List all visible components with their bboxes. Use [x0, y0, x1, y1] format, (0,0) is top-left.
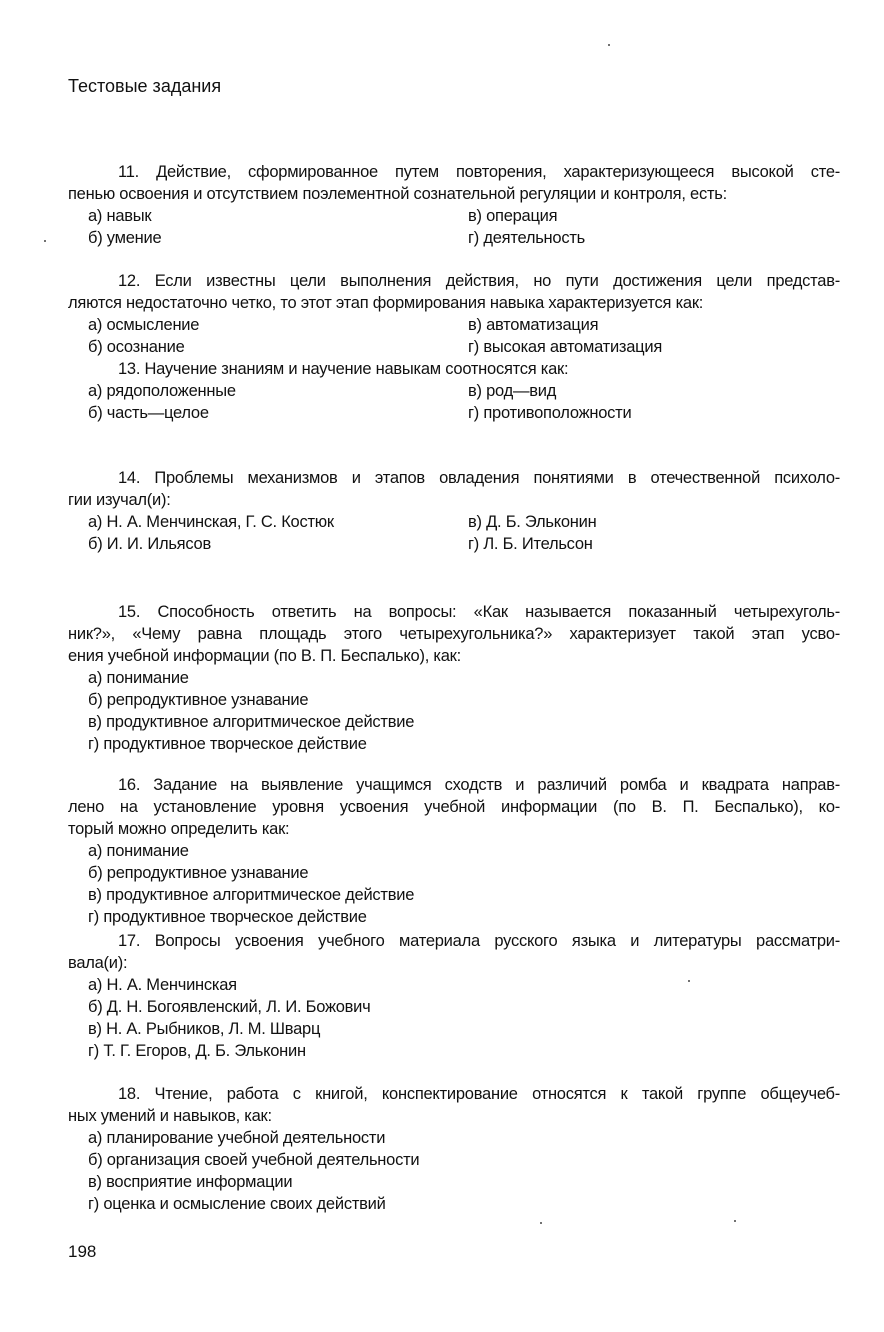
question-stem-line: торый можно определить как:	[68, 820, 290, 838]
answer-option: б) Д. Н. Богоявленский, Л. И. Божович	[88, 998, 371, 1016]
question-stem-line: 17. Вопросы усвоения учебного материала русского языка и литературы рассматри-	[118, 932, 840, 950]
answer-option: б) организация своей учебной деятельности	[88, 1151, 420, 1169]
answer-option: г) продуктивное творческое действие	[88, 908, 367, 926]
question-stem-line: 18. Чтение, работа с книгой, конспектирование относятся к такой группе общеучеб-	[118, 1085, 840, 1103]
question-stem-line: ных умений и навыков, как:	[68, 1107, 272, 1125]
answer-option: в) автоматизация	[468, 316, 599, 334]
question-stem-line: пенью освоения и отсутствием поэлементной сознательной регуляции и контроля, есть:	[68, 185, 727, 203]
answer-options	[68, 380, 840, 424]
answer-option: б) И. И. Ильясов	[88, 535, 211, 553]
question-stem-line: вала(и):	[68, 954, 128, 972]
question-stem-line: лено на установление уровня усвоения учебной информации (по В. П. Беспалько), ко-	[68, 798, 840, 816]
page-number: 198	[68, 1242, 97, 1261]
answer-option: в) продуктивное алгоритмическое действие	[88, 713, 415, 731]
question-14	[68, 467, 840, 555]
question-stem-line: 15. Способность ответить на вопросы: «Как называется показанный четырехуголь-	[118, 603, 840, 621]
answer-options	[68, 840, 840, 928]
answer-option: а) Н. А. Менчинская	[88, 976, 237, 994]
answer-option: г) Л. Б. Ительсон	[468, 535, 593, 553]
answer-option: а) планирование учебной деятельности	[88, 1129, 386, 1147]
answer-option: г) высокая автоматизация	[468, 338, 663, 356]
scan-speck	[608, 44, 610, 46]
answer-option: в) Н. А. Рыбников, Л. М. Шварц	[88, 1020, 321, 1038]
answer-option: б) часть—целое	[88, 404, 209, 422]
question-stem-line: ник?», «Чему равна площадь этого четырехугольника?» характеризует такой этап усво-	[68, 625, 840, 643]
scan-speck	[734, 1220, 736, 1222]
answer-options	[68, 667, 840, 755]
question-stem-line: 16. Задание на выявление учащимся сходств и различий ромба и квадрата направ-	[118, 776, 840, 794]
question-18	[68, 1083, 840, 1215]
answer-option: а) навык	[88, 207, 152, 225]
answer-option: в) продуктивное алгоритмическое действие	[88, 886, 415, 904]
question-11	[68, 161, 840, 249]
answer-option: б) осознание	[88, 338, 185, 356]
answer-option: б) умение	[88, 229, 162, 247]
question-12	[68, 270, 840, 358]
answer-option: в) восприятие информации	[88, 1173, 293, 1191]
question-stem-line: ляются недостаточно четко, то этот этап формирования навыка характеризуется как:	[68, 294, 704, 312]
answer-option: а) осмысление	[88, 316, 200, 334]
question-stem-line: ения учебной информации (по В. П. Беспалько), как:	[68, 647, 461, 665]
answer-options	[68, 205, 840, 249]
answer-option: в) род—вид	[468, 382, 557, 400]
scan-speck	[44, 240, 46, 242]
scan-speck	[688, 980, 690, 982]
answer-option: г) оценка и осмысление своих действий	[88, 1195, 386, 1213]
question-15	[68, 601, 840, 755]
question-13	[68, 358, 840, 424]
answer-option: б) репродуктивное узнавание	[88, 691, 309, 709]
answer-option: в) операция	[468, 207, 558, 225]
question-stem-line: 12. Если известны цели выполнения действия, но пути достижения цели представ-	[118, 272, 840, 290]
answer-option: г) Т. Г. Егоров, Д. Б. Эльконин	[88, 1042, 306, 1060]
answer-options	[68, 314, 840, 358]
answer-option: а) рядоположенные	[88, 382, 236, 400]
answer-option: а) понимание	[88, 669, 189, 687]
answer-option: г) деятельность	[468, 229, 586, 247]
answer-option: б) репродуктивное узнавание	[88, 864, 309, 882]
question-16	[68, 774, 840, 928]
question-stem-line: 11. Действие, сформированное путем повторения, характеризующееся высокой сте-	[118, 163, 840, 181]
question-stem-line: гии изучал(и):	[68, 491, 171, 509]
answer-options	[68, 1127, 840, 1215]
answer-option: г) продуктивное творческое действие	[88, 735, 367, 753]
answer-options	[68, 974, 840, 1062]
answer-options	[68, 511, 840, 555]
running-header: Тестовые задания	[68, 76, 222, 96]
question-stem-line: 13. Научение знаниям и научение навыкам соотносятся как:	[118, 360, 569, 378]
answer-option: г) противоположности	[468, 404, 632, 422]
answer-option: а) понимание	[88, 842, 189, 860]
question-stem-line: 14. Проблемы механизмов и этапов овладения понятиями в отечественной психоло-	[118, 469, 840, 487]
answer-option: в) Д. Б. Эльконин	[468, 513, 597, 531]
question-17	[68, 930, 840, 1062]
scan-speck	[540, 1222, 542, 1224]
answer-option: а) Н. А. Менчинская, Г. С. Костюк	[88, 513, 334, 531]
